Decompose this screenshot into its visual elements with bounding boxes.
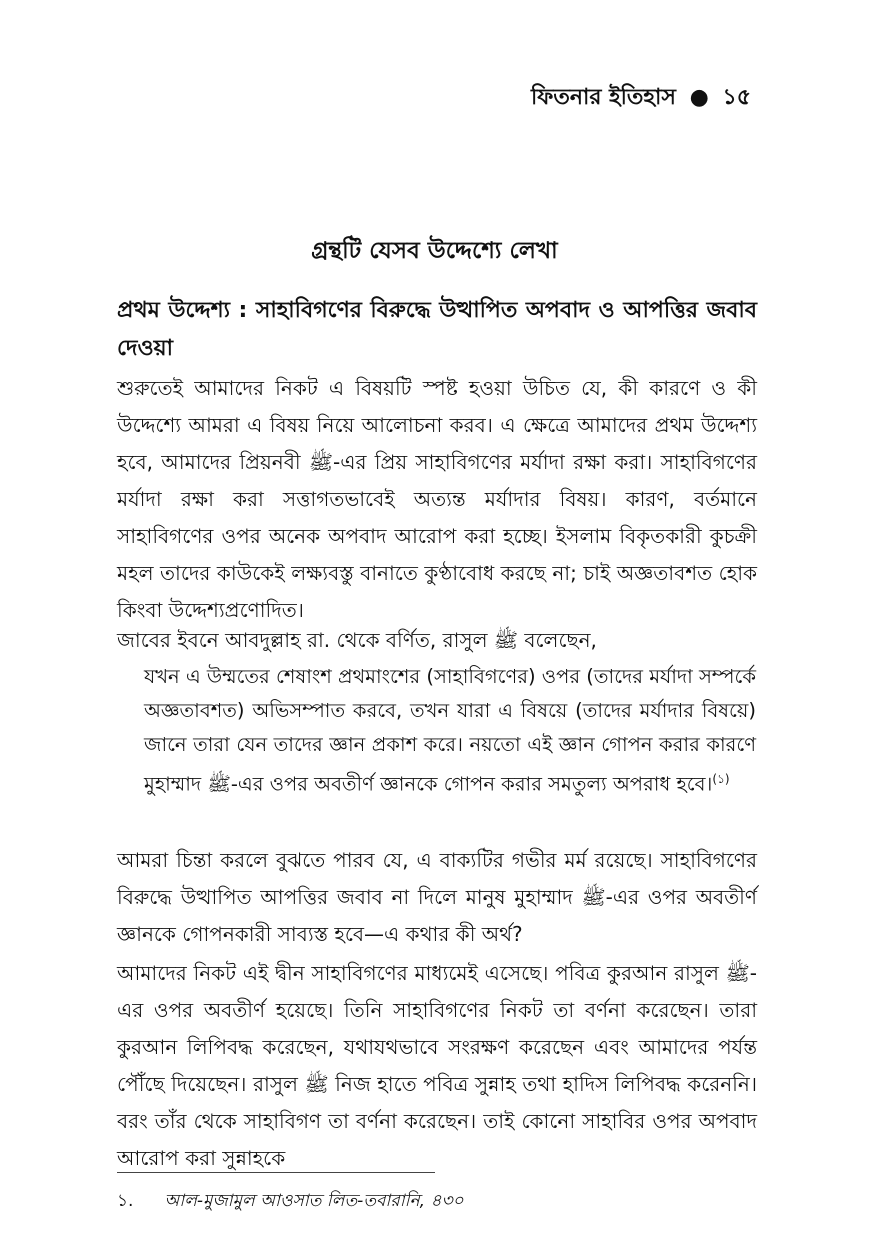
paragraph-transmission: আমাদের নিকট এই দ্বীন সাহাবিগণের মাধ্যমেই এসেছে। পবিত্র কুরআন রাসুল ﷺ-এর ওপর অবতীর্ণ হয়েছে। তিনি সাহাবিগণের নিকট তা বর্ণনা করেছেন। তারা কুরআন লিপিবদ্ধ করেছেন, যথাযথভাবে সংরক্ষণ করেছেন এবং আমাদের পর্যন্ত পৌঁছে দিয়েছেন। রাসুল ﷺ নিজ হাতে পবিত্র সুন্নাহ তথা হাদিস লিপিবদ্ধ করেননি। বরং তাঁর থেকে সাহাবিগণ তা বর্ণনা করেছেন। তাই কোনো সাহাবির ওপর অপবাদ আরোপ করা সুন্নাহকে xyxy=(117,961,757,1170)
running-title: ফিতনার ইতিহাস xyxy=(531,85,676,110)
footnote xyxy=(117,1188,464,1216)
footnote-text: আল-মুজামুল আওসাত লিত-তবারানি, ৪৩০ xyxy=(164,1191,464,1211)
page-number: ১৫ xyxy=(722,85,751,110)
hadith-quote xyxy=(144,660,756,802)
chapter-title: গ্রন্থটি যেসব উদ্দেশ্যে লেখা xyxy=(311,238,558,264)
paragraph-intro: শুরুতেই আমাদের নিকট এ বিষয়টি স্পষ্ট হওয়া উচিত যে, কী কারণে ও কী উদ্দেশ্যে আমরা এ বিষয় নিয়ে আলোচনা করব। এ ক্ষেত্রে আমাদের প্রথম উদ্দেশ্য হবে, আমাদের প্রিয়নবী ﷺ-এর প্রিয় সাহাবিগণের মর্যাদা রক্ষা করা। সাহাবিগণের মর্যাদা রক্ষা করা সত্তাগতভাবেই অত্যন্ত মর্যাদার বিষয়। কারণ, বর্তমানে সাহাবিগণের ওপর অনেক অপবাদ আরোপ করা হচ্ছে। ইসলাম বিকৃতকারী কুচক্রী মহল তাদের কাউকেই লক্ষ্যবস্তু বানাতে কুণ্ঠাবোধ করছে না; চাই অজ্ঞতাবশত হোক কিংবা উদ্দেশ্যপ্রণোদিত। xyxy=(117,376,757,622)
running-header xyxy=(531,80,751,117)
bullet-icon: ● xyxy=(689,85,709,110)
footnote-marker: (১) xyxy=(712,772,730,786)
footnote-number: ১. xyxy=(117,1191,134,1211)
section-heading: প্রথম উদ্দেশ্য : সাহাবিগণের বিরুদ্ধে উত্থাপিত অপবাদ ও আপত্তির জবাব দেওয়া xyxy=(117,298,757,361)
footnote-divider xyxy=(117,1172,435,1173)
paragraph-reflection: আমরা চিন্তা করলে বুঝতে পারব যে, এ বাক্যটির গভীর মর্ম রয়েছে। সাহাবিগণের বিরুদ্ধে উত্থাপিত আপত্তির জবাব না দিলে মানুষ মুহাম্মাদ ﷺ-এর ওপর অবতীর্ণ জ্ঞানকে গোপনকারী সাব্যস্ত হবে—এ কথার কী অর্থ? xyxy=(117,848,757,946)
paragraph-hadith-intro: জাবের ইবনে আবদুল্লাহ রা. থেকে বর্ণিত, রাসুল ﷺ বলেছেন, xyxy=(117,628,597,652)
hadith-quote-text: যখন এ উম্মতের শেষাংশ প্রথমাংশের (সাহাবিগণের) ওপর (তাদের মর্যাদা সম্পর্কে অজ্ঞতাবশত) অভিসম্পাত করবে, তখন যারা এ বিষয়ে (তাদের মর্যাদার বিষয়ে) জানে তারা যেন তাদের জ্ঞান প্রকাশ করে। নয়তো এই জ্ঞান গোপন করার কারণে মুহাম্মাদ ﷺ-এর ওপর অবতীর্ণ জ্ঞানকে গোপন করার সমতুল্য অপরাধ হবে। xyxy=(144,665,756,796)
